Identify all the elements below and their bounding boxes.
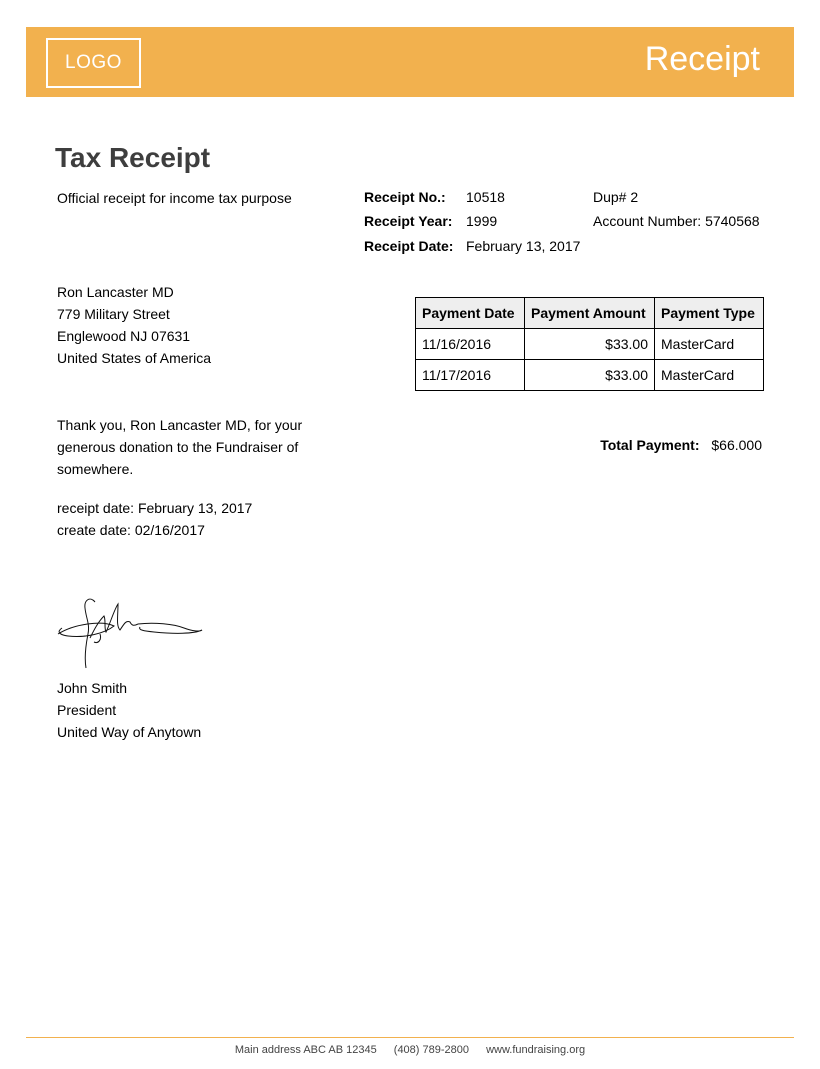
table-row [416, 360, 764, 391]
recipient-street: 779 Military Street [57, 306, 170, 322]
page-subtitle: Official receipt for income tax purpose [57, 190, 292, 206]
recipient-country: United States of America [57, 350, 212, 366]
receipt-no-label: Receipt No.: [364, 189, 446, 205]
recipient-name: Ron Lancaster MD [57, 284, 174, 300]
dup-number: Dup# 2 [593, 189, 639, 205]
receipt-no-row [364, 189, 446, 206]
receipt-date-line: receipt date: February 13, 2017 [57, 500, 253, 516]
footer-phone: (408) 789-2800 [393, 1044, 470, 1056]
receipt-date-label: Receipt Date: [364, 238, 454, 254]
receipt-year-label: Receipt Year: [364, 213, 453, 229]
payment-type-header: Payment Type [655, 298, 764, 329]
header-title: Receipt [644, 40, 760, 78]
signature [54, 590, 206, 674]
recipient-city: Englewood NJ 07631 [57, 328, 191, 344]
payment-type-cell: MasterCard [655, 360, 764, 391]
payment-type-cell: MasterCard [655, 329, 764, 360]
dates-block [57, 497, 252, 541]
payment-date-cell: 11/16/2016 [416, 329, 525, 360]
payment-amount-header: Payment Amount [525, 298, 655, 329]
account-number-row [593, 213, 760, 230]
account-number-label: Account Number: [593, 213, 702, 229]
receipt-year-value: 1999 [466, 213, 498, 229]
payment-date-cell: 11/17/2016 [416, 360, 525, 391]
payment-amount-cell: $33.00 [525, 360, 655, 391]
thank-you-message: Thank you, Ron Lancaster MD, for your generous donation to the Fundraiser of somewhere. [57, 417, 303, 477]
account-number-value: 5740568 [705, 213, 760, 229]
recipient-address [57, 281, 211, 369]
payments-table [415, 297, 764, 391]
payment-date-header: Payment Date [416, 298, 525, 329]
create-date-line: create date: 02/16/2017 [57, 522, 205, 538]
header-band [26, 27, 794, 97]
signer-name: John Smith [57, 680, 128, 696]
total-payment-value: $66.000 [711, 437, 762, 453]
receipt-no-value: 10518 [466, 189, 505, 205]
total-payment [600, 437, 762, 454]
footer-divider [26, 1037, 794, 1038]
footer-address: Main address ABC AB 12345 [234, 1044, 377, 1056]
footer-website: www.fundraising.org [486, 1044, 586, 1056]
receipt-year-row [364, 213, 452, 230]
table-row [416, 329, 764, 360]
footer [0, 1043, 820, 1057]
total-payment-label: Total Payment: [600, 437, 700, 453]
page-title: Tax Receipt [55, 142, 211, 173]
signer-title: President [57, 702, 117, 718]
payment-amount-cell: $33.00 [525, 329, 655, 360]
logo: LOGO [46, 38, 141, 88]
receipt-date-row [364, 238, 453, 255]
table-header-row [416, 298, 764, 329]
receipt-date-value: February 13, 2017 [466, 238, 581, 254]
signer-organization: United Way of Anytown [57, 724, 202, 740]
signer-block [57, 677, 201, 743]
